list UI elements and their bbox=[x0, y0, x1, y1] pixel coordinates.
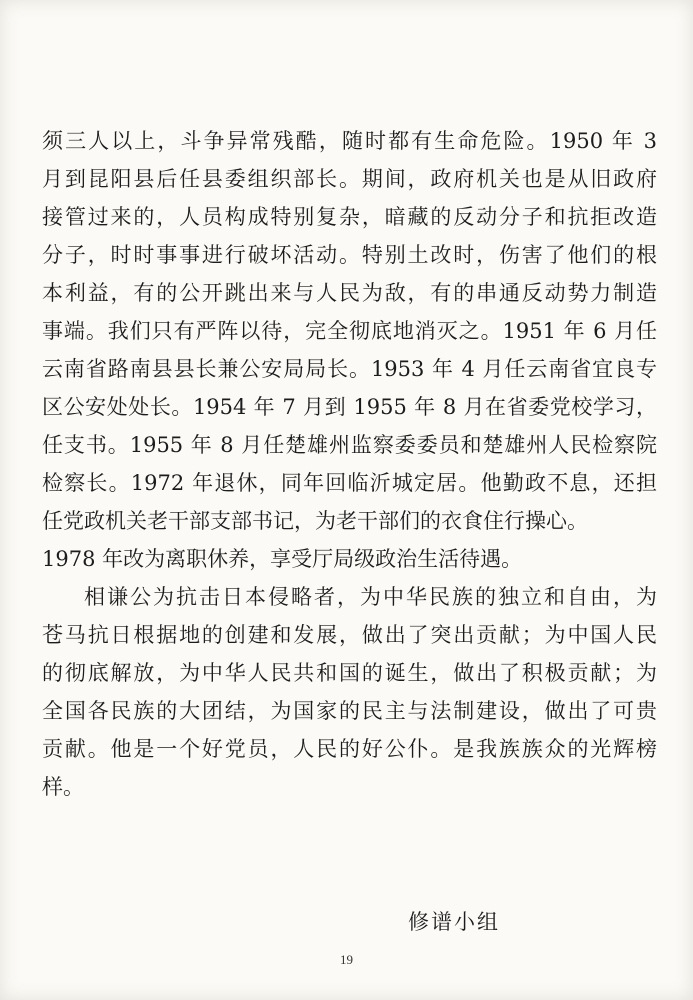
text-line: 任支书。1955 年 8 月任楚雄州监察委委员和楚雄州人民检察院 bbox=[42, 433, 657, 457]
text-line: 区公安处处长。1954 年 7 月到 1955 年 8 月在省委党校学习， bbox=[42, 395, 657, 419]
text-line: 云南省路南县县长兼公安局局长。1953 年 4 月任云南省宜良专 bbox=[42, 357, 657, 381]
text-line: 分子，时时事事进行破坏活动。特别土改时，伤害了他们的根 bbox=[42, 243, 657, 267]
text-line: 的彻底解放，为中华人民共和国的诞生，做出了积极贡献；为 bbox=[42, 661, 657, 685]
text-line: 本利益，有的公开跳出来与人民为敌，有的串通反动势力制造 bbox=[42, 281, 657, 305]
text-line: 全国各民族的大团结，为国家的民主与法制建设，做出了可贵 bbox=[42, 699, 657, 723]
text-line: 样。 bbox=[42, 775, 84, 799]
text-line: 月到昆阳县后任县委组织部长。期间，政府机关也是从旧政府 bbox=[42, 167, 657, 191]
text-line: 接管过来的，人员构成特别复杂，暗藏的反动分子和抗拒改造 bbox=[42, 205, 657, 229]
text-line: 任党政机关老干部支部书记，为老干部们的衣食住行操心。 bbox=[42, 509, 588, 533]
text-line: 检察长。1972 年退休，同年回临沂城定居。他勤政不息，还担 bbox=[42, 471, 657, 495]
text-line: 相谦公为抗击日本侵略者，为中华民族的独立和自由，为 bbox=[84, 585, 657, 609]
signature: 修谱小组 bbox=[408, 910, 500, 934]
text-line: 事端。我们只有严阵以待，完全彻底地消灭之。1951 年 6 月任 bbox=[42, 319, 657, 343]
body-text bbox=[42, 122, 657, 806]
text-line: 贡献。他是一个好党员，人民的好公仆。是我族族众的光辉榜 bbox=[42, 737, 657, 761]
text-line: 苍马抗日根据地的创建和发展，做出了突出贡献；为中国人民 bbox=[42, 623, 657, 647]
text-line: 1978 年改为离职休养，享受厅局级政治生活待遇。 bbox=[42, 547, 523, 571]
text-line: 须三人以上，斗争异常残酷，随时都有生命危险。1950 年 3 bbox=[42, 129, 657, 153]
page-number: 19 bbox=[340, 952, 353, 967]
